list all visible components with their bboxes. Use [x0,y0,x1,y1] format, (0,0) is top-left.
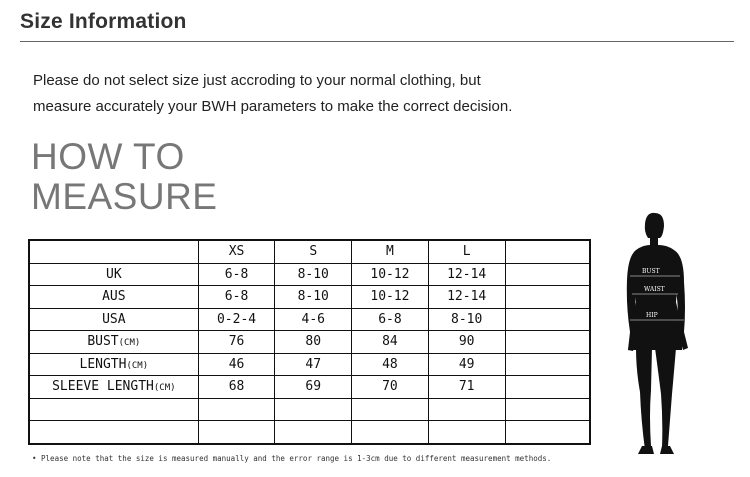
table-cell: 12-14 [428,286,505,309]
header-cell-l: L [428,240,505,263]
table-row [29,286,590,309]
table-cell: 76 [198,331,275,354]
table-cell: 10-12 [352,263,429,286]
table-cell-empty [505,308,590,331]
table-cell: 12-14 [428,263,505,286]
table-row [29,353,590,376]
header-cell-s: S [275,240,352,263]
table-header-row [29,240,590,263]
header-cell-m: M [352,240,429,263]
bust-label: BUST [642,268,660,275]
table-cell-empty [505,263,590,286]
header-cell-empty [505,240,590,263]
row-label: BUST(CM) [29,331,198,354]
table-cell-empty [505,286,590,309]
body-silhouette-figure [618,210,708,460]
table-cell: 0-2-4 [198,308,275,331]
header-cell-blank [29,240,198,263]
table-cell: 6-8 [198,263,275,286]
how-to-measure-heading [31,137,217,217]
intro-text [33,68,593,120]
how-to-line-2: MEASURE [31,176,218,217]
table-row [29,376,590,399]
table-cell: 8-10 [275,286,352,309]
hip-label: HIP [646,312,658,319]
table-cell: 6-8 [352,308,429,331]
table-cell: 48 [352,353,429,376]
table-cell: 70 [352,376,429,399]
table-row [29,308,590,331]
row-label: LENGTH(CM) [29,353,198,376]
table-cell: 4-6 [275,308,352,331]
how-to-line-1: HOW TO [31,136,185,177]
measurement-note: • Please note that the size is measured manually and the error range is 1-3cm due to different measurement methods. [32,454,552,463]
table-cell: 47 [275,353,352,376]
intro-line-2: measure accurately your BWH parameters to make the correct decision. [33,98,513,115]
table-cell-empty [505,331,590,354]
table-cell: 80 [275,331,352,354]
table-cell: 90 [428,331,505,354]
row-label: USA [29,308,198,331]
table-row-empty [29,398,590,421]
table-cell: 6-8 [198,286,275,309]
page-title: Size Information [20,10,187,33]
size-chart-table [28,239,591,445]
row-label: AUS [29,286,198,309]
intro-line-1: Please do not select size just accroding to your normal clothing, but [33,72,481,89]
table-cell: 68 [198,376,275,399]
table-cell: 84 [352,331,429,354]
table-cell: 46 [198,353,275,376]
table-cell: 10-12 [352,286,429,309]
table-cell: 8-10 [428,308,505,331]
header-cell-xs: XS [198,240,275,263]
title-divider [20,41,734,42]
table-cell: 49 [428,353,505,376]
row-label: SLEEVE LENGTH(CM) [29,376,198,399]
table-cell-empty [505,376,590,399]
table-cell: 71 [428,376,505,399]
table-cell: 8-10 [275,263,352,286]
row-label: UK [29,263,198,286]
table-row [29,331,590,354]
waist-label: WAIST [644,286,665,293]
table-row [29,263,590,286]
table-row-empty [29,421,590,444]
table-cell: 69 [275,376,352,399]
table-cell-empty [505,353,590,376]
